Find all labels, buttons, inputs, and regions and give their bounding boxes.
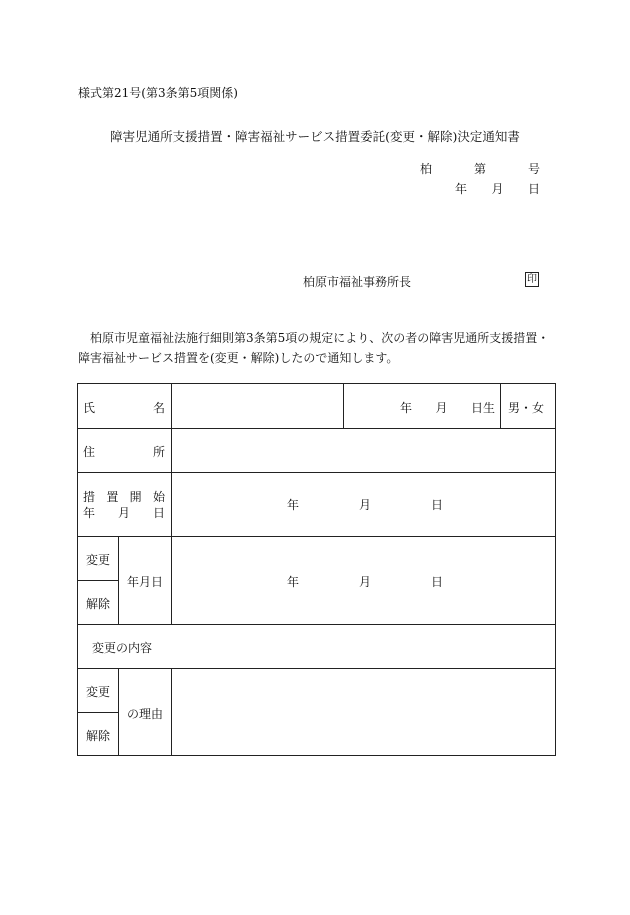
change-label: 変更 bbox=[86, 553, 111, 567]
sex-field: 男・女 bbox=[508, 401, 545, 415]
change-date: 年 月 日 bbox=[287, 575, 443, 589]
birth-date: 年 月 日生 bbox=[400, 401, 495, 415]
name-label: 氏 名 bbox=[83, 401, 165, 415]
body-text: 柏原市児童福祉法施行細則第3条第5項の規定により、次の者の障害児通所支援措置・障害福祉サービス措置を(変更・解除)したので通知します。 bbox=[78, 331, 550, 365]
doc-date-year: 年 bbox=[455, 182, 468, 196]
address-label: 住 所 bbox=[83, 445, 165, 459]
start-label-line1: 措 置 開 始 bbox=[83, 490, 165, 504]
change-content-label: 変更の内容 bbox=[92, 641, 153, 655]
seal-mark: 印 bbox=[527, 274, 537, 285]
issuer: 柏原市福祉事務所長 bbox=[303, 275, 412, 289]
document-date bbox=[455, 180, 540, 197]
document-number bbox=[420, 160, 540, 177]
reason-change-label: 変更 bbox=[86, 685, 111, 699]
doc-number-suffix: 号 bbox=[527, 162, 540, 176]
document-title: 障害児通所支援措置・障害福祉サービス措置委託(変更・解除)決定通知書 bbox=[110, 129, 520, 144]
doc-number-mid: 第 bbox=[473, 162, 486, 176]
reason-label: の理由 bbox=[127, 707, 164, 721]
notice-table bbox=[77, 383, 556, 756]
start-label-line2: 年 月 日 bbox=[83, 506, 165, 520]
doc-number-prefix: 柏 bbox=[420, 162, 433, 176]
cancel-label: 解除 bbox=[86, 597, 111, 611]
doc-date-month: 月 bbox=[491, 182, 504, 196]
ymd-label: 年月日 bbox=[127, 575, 164, 589]
start-date: 年 月 日 bbox=[287, 498, 443, 512]
doc-date-day: 日 bbox=[527, 182, 540, 196]
form-number: 様式第21号(第3条第5項関係) bbox=[78, 86, 238, 100]
reason-cancel-label: 解除 bbox=[86, 729, 111, 743]
